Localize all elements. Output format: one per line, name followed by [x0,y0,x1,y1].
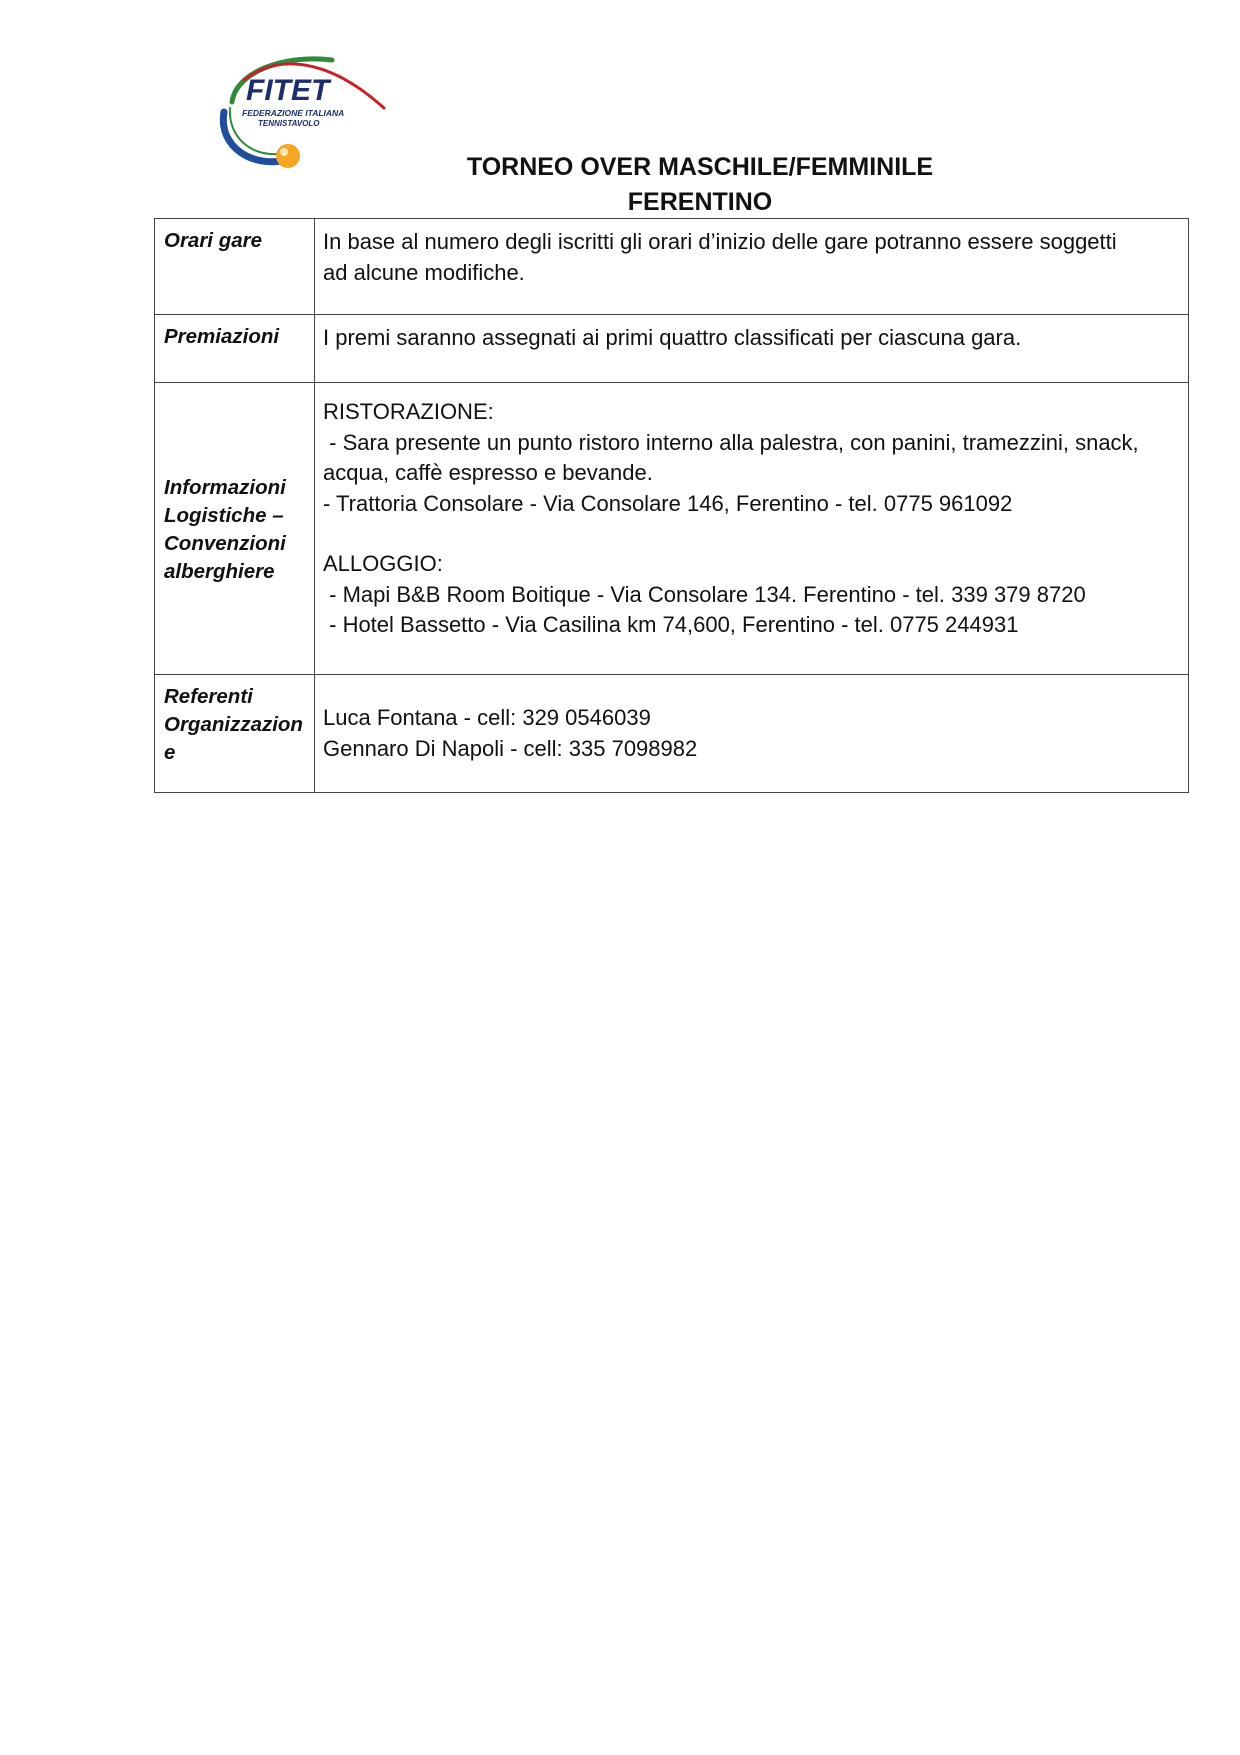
table-row-referenti-organizzazione [155,675,1189,793]
row-value-premiazioni [315,315,1189,383]
title-line-1: TORNEO OVER MASCHILE/FEMMINILE [466,153,934,181]
label-line: Logistiche – [164,503,284,527]
text-line: - Mapi B&B Room Boitique - Via Consolare 134. Ferentino - tel. 339 379 8720 [323,581,1086,607]
logo-subtitle-line1: FEDERAZIONE ITALIANA [242,108,345,118]
text-line: ad alcune modifiche. [323,259,525,285]
label-line: alberghiere [164,559,275,583]
row-value-referenti-organizzazione [315,675,1189,793]
label-line: Organizzazion [164,713,303,736]
row-label-informazioni-logistiche [155,383,315,675]
text-line: - Trattoria Consolare - Via Consolare 146, Ferentino - tel. 0775 961092 [323,490,1013,516]
section-heading-alloggio: ALLOGGIO: [323,551,443,576]
table-row-orari-gare [155,219,1189,315]
spacer [323,519,1180,549]
text-line: - Hotel Bassetto - Via Casilina km 74,600, Ferentino - tel. 0775 244931 [323,612,1019,637]
row-value-informazioni-logistiche [315,383,1189,675]
section-heading-ristorazione: RISTORAZIONE: [323,399,494,424]
text-line: I premi saranno assegnati ai primi quattro classificati per ciascuna gara. [323,325,1022,350]
text-line: In base al numero degli iscritti gli orari d’inizio delle gare potranno essere soggetti [323,229,1117,254]
row-value-orari-gare [315,219,1189,315]
text-line: acqua, caffè espresso e bevande. [323,460,653,485]
row-label-premiazioni: Premiazioni [155,315,315,383]
label-line: e [164,741,176,764]
logo-name: FITET [246,74,330,107]
title-line-2: FERENTINO [627,188,773,216]
tournament-info-table [154,218,1189,793]
row-label-orari-gare: Orari gare [155,219,315,315]
label-line: Referenti [164,685,253,708]
contact-line: Gennaro Di Napoli - cell: 335 7098982 [323,735,698,761]
label-line: Informazioni [164,475,286,499]
table-row-informazioni-logistiche [155,383,1189,675]
label-line: Convenzioni [164,531,286,555]
table-row-premiazioni [155,315,1189,383]
text-line: - Sara presente un punto ristoro interno alla palestra, con panini, tramezzini, snack, [323,429,1139,455]
document-title [300,150,1100,220]
logo-subtitle-line2: TENNISTAVOLO [258,119,320,128]
contact-line: Luca Fontana - cell: 329 0546039 [323,705,651,730]
row-label-referenti-organizzazione [155,675,315,793]
